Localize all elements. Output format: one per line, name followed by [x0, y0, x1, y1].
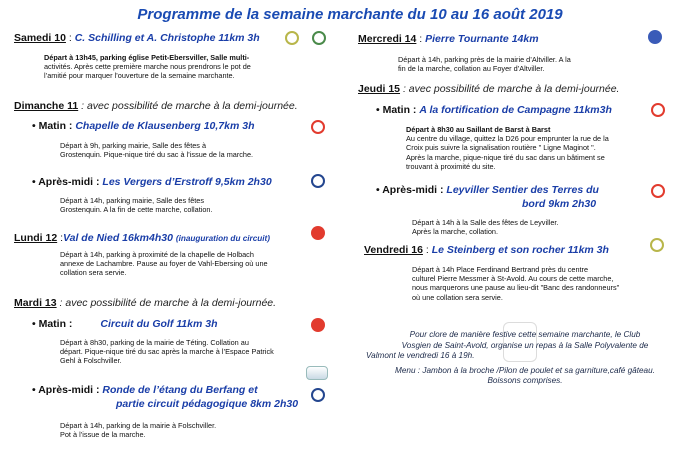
desc-line: départ. Pique-nique tiré du sac après la marche à l’Espace Patrick: [60, 347, 274, 357]
period-label: Après-midi :: [38, 176, 103, 188]
half-day-note: : avec possibilité de marche à la demi-journée.: [400, 83, 620, 95]
mardi-matin-description: [60, 338, 345, 366]
hike-title: Le Steinberg et son rocher 11km 3h: [431, 244, 609, 256]
jeudi-matin-description: [406, 125, 696, 171]
desc-line: Départ à 14h, parking mairie, Salle des fêtes: [60, 196, 204, 205]
desc-line: Gehl à Folschviller.: [60, 356, 122, 366]
desc-line: Après la marche, collation.: [412, 227, 498, 237]
desc-line: Croix puis suivre la signalisation routière " Ligne Maginot ".: [406, 143, 596, 153]
difficulty-ring-icon: [311, 388, 325, 402]
hike-title: Leyviller Sentier des Terres du: [446, 184, 599, 196]
difficulty-ring-icon: [651, 184, 665, 198]
bullet: •: [32, 176, 39, 188]
inauguration-note: (inauguration du circuit): [175, 234, 271, 243]
mardi-heading: [14, 297, 276, 309]
period-label: Matin :: [38, 120, 76, 132]
note-line: Valmont le vendredi 16 à 19h.: [366, 351, 475, 360]
desc-line: Départ à 14h, parking à proximité de la chapelle de Holbach: [60, 250, 254, 259]
hike-title: Les Vergers d’Erstroff 9,5km 2h30: [102, 176, 272, 188]
separator: :: [57, 232, 64, 244]
day-label: Mardi 13: [14, 297, 57, 309]
hike-title-cont: partie circuit pédagogique 8km 2h30: [116, 398, 299, 410]
samedi-description: [44, 53, 344, 81]
jeudi-matin: [376, 104, 612, 116]
difficulty-ring-icon: [312, 31, 326, 45]
desc-line: collation sera servie.: [60, 268, 127, 278]
desc-line: Départ à 13h45, parking église Petit-Ebersviller, Salle multi-: [44, 53, 250, 62]
dimanche-matin: [32, 120, 255, 132]
lundi-description: [60, 250, 345, 278]
difficulty-ring-icon: [650, 238, 664, 252]
mardi-apres-midi-line2: [116, 398, 298, 410]
jeudi-heading: [358, 83, 619, 95]
vendredi-heading: [364, 244, 609, 256]
desc-line: activités. Après cette première marche nous prendrons le pot de: [44, 62, 251, 72]
page-title: Programme de la semaine marchante du 10 au 16 août 2019: [137, 6, 563, 23]
note-line: Pour clore de manière festive cette semaine marchante, le Club: [409, 330, 641, 339]
note-line: Vosgien de Saint-Avold, organise un repas à la Salle Polyvalente de: [401, 340, 649, 350]
desc-line: Départ à 14h à la Salle des fêtes de Leyviller.: [412, 218, 559, 227]
hike-title: C. Schilling et A. Christophe 11km 3h: [74, 32, 260, 44]
hike-title: Pierre Tournante 14km: [425, 33, 539, 45]
bullet: •: [376, 184, 383, 196]
desc-line: Pot à l’issue de la marche.: [60, 430, 146, 440]
day-label: Lundi 12: [14, 232, 58, 244]
period-label: Matin :: [38, 318, 73, 330]
half-day-note: : avec possibilité de marche à la demi-journée.: [78, 100, 298, 112]
jeudi-apres-midi-line2: [522, 198, 596, 210]
desc-line: annexe de Lachambre. Pause au foyer de Vahl-Ebersing où une: [60, 259, 268, 269]
samedi-heading: [14, 32, 260, 44]
mardi-matin: [32, 318, 218, 330]
day-label: Samedi 10: [14, 32, 66, 44]
desc-line: Départ à 8h30, parking de la mairie de Téting. Collation au: [60, 338, 249, 347]
dimanche-apres-midi: [32, 176, 272, 188]
bullet: •: [32, 384, 39, 396]
difficulty-dot-icon: [311, 318, 325, 332]
mercredi-description: [398, 55, 688, 73]
desc-line: où une collation sera servie.: [412, 292, 503, 302]
desc-line: Départ à 8h30 au Saillant de Barst à Barst: [406, 125, 551, 134]
mardi-apres-midi: [32, 384, 258, 396]
desc-line: culturel Pierre Messmer à St-Avold. Au cours de cette marche,: [412, 274, 614, 284]
desc-line: Départ à 14h, parking près de la mairie d’Altviller. A la: [398, 55, 571, 64]
desc-line: Départ à 14h, parking de la mairie à Folschviller.: [60, 421, 217, 430]
difficulty-ring-icon: [651, 103, 665, 117]
desc-line: Au centre du village, quittez la D26 pour emprunter la rue de la: [406, 134, 609, 144]
menu-line: Boissons comprises.: [487, 376, 563, 385]
desc-line: Grostenquin. A la fin de cette marche, collation.: [60, 205, 213, 215]
desc-line: fin de la marche, collation au Foyer d’Altviller.: [398, 64, 545, 74]
half-day-note: : avec possibilité de marche à la demi-journée.: [56, 297, 277, 309]
desc-line: l’amitié pour marquer l’ouverture de la semaine marchante.: [44, 71, 235, 81]
hike-title: Val de Nied 16km4h30: [63, 232, 173, 244]
separator: :: [416, 33, 426, 45]
mercredi-heading: [358, 33, 539, 45]
lake-icon: [306, 366, 328, 380]
separator: :: [422, 244, 432, 256]
difficulty-ring-icon: [285, 31, 299, 45]
day-label: Vendredi 16: [364, 244, 423, 256]
desc-line: Départ à 9h, parking mairie, Salle des fêtes à: [60, 141, 207, 150]
jeudi-apres-midi-description: [412, 218, 682, 236]
lundi-heading: [14, 232, 270, 244]
day-label: Mercredi 14: [358, 33, 417, 45]
dimanche-heading: [14, 100, 298, 112]
desc-line: Après la marche, pique-nique tiré du sac dans un bâtiment se: [406, 152, 605, 162]
vendredi-description: [412, 265, 692, 302]
day-label: Jeudi 15: [358, 83, 401, 95]
separator: :: [65, 32, 75, 44]
bullet: •: [32, 318, 39, 330]
desc-line: Grostenquin. Pique-nique tiré du sac à l’issue de la marche.: [60, 150, 254, 160]
mardi-apres-midi-description: [60, 421, 345, 439]
bullet: •: [376, 104, 383, 116]
hike-title: A la fortification de Campagne 11km3h: [419, 104, 612, 116]
closing-note: [360, 330, 690, 387]
hike-title-cont: bord 9km 2h30: [522, 198, 597, 210]
dimanche-apres-midi-description: [60, 196, 340, 214]
difficulty-dot-icon: [648, 30, 662, 44]
desc-line: trouvant à proximité du site.: [406, 161, 496, 171]
dimanche-matin-description: [60, 141, 340, 159]
difficulty-ring-icon: [311, 120, 325, 134]
desc-line: Départ à 14h Place Ferdinand Bertrand près du centre: [412, 265, 589, 274]
day-label: Dimanche 11: [14, 100, 79, 112]
hike-title: Ronde de l’étang du Berfang et: [102, 384, 258, 396]
difficulty-ring-icon: [311, 174, 325, 188]
period-label: Matin :: [382, 104, 420, 116]
menu-line: Menu : Jambon à la broche /Pilon de poulet et sa garniture,café gâteau.: [395, 365, 655, 375]
period-label: Après-midi :: [38, 384, 103, 396]
difficulty-dot-icon: [311, 226, 325, 240]
bullet: •: [32, 120, 39, 132]
hike-title: Chapelle de Klausenberg 10,7km 3h: [75, 120, 255, 132]
jeudi-apres-midi: [376, 184, 599, 196]
hike-title: Circuit du Golf 11km 3h: [100, 318, 218, 330]
period-label: Après-midi :: [382, 184, 447, 196]
desc-line: nous marquerons une pause au lieu-dit "Banc des randonneurs": [412, 283, 620, 293]
